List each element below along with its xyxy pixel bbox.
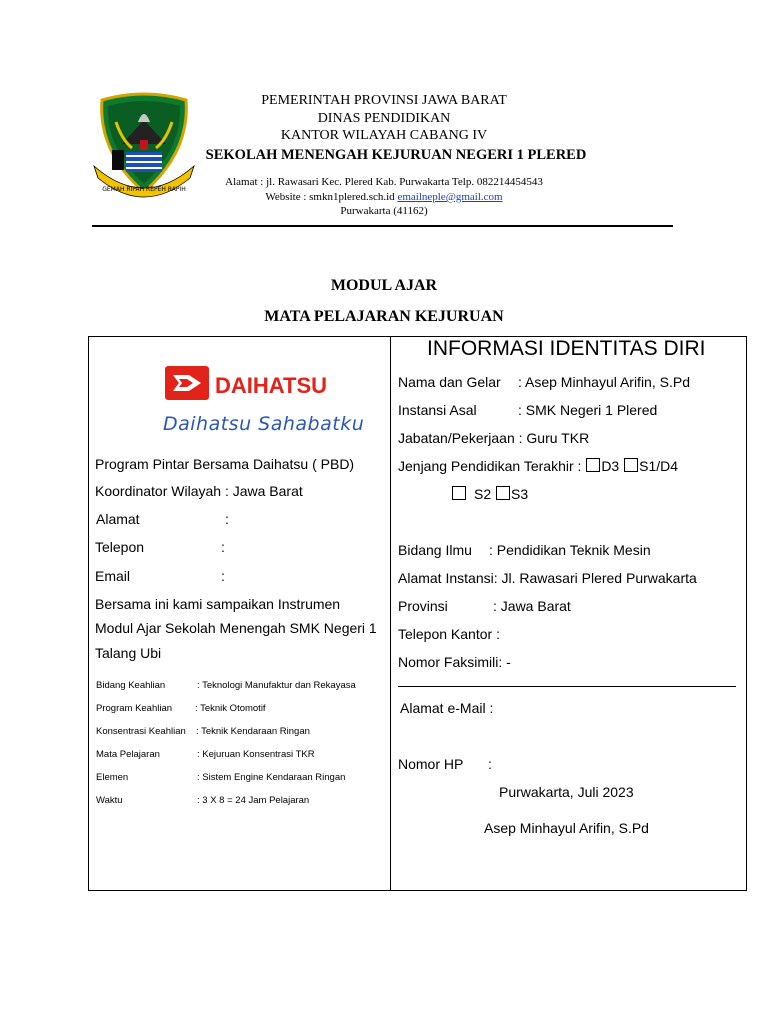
field-label: Bidang Ilmu	[398, 542, 472, 558]
signer-name: Asep Minhayul Arifin, S.Pd	[484, 820, 649, 836]
fax-number: Nomor Faksimili: -	[398, 654, 511, 670]
header-branch-office: KANTOR WILAYAH CABANG IV	[280, 128, 488, 143]
regional-coordinator: Koordinator Wilayah : Jawa Barat	[95, 483, 303, 499]
province-value: : Jawa Barat	[493, 598, 571, 614]
intro-line-3: Talang Ubi	[95, 645, 162, 661]
header-divider	[92, 225, 673, 227]
detail-label: Program Keahlian	[96, 703, 173, 714]
detail-label: Mata Pelajaran	[96, 749, 160, 760]
daihatsu-logo	[165, 366, 328, 400]
detail-label: Bidang Keahlian	[96, 680, 166, 691]
office-phone: Telepon Kantor :	[398, 626, 500, 642]
detail-value: : Teknik Otomotif	[195, 703, 266, 714]
header-province: PEMERINTAH PROVINSI JAWA BARAT	[261, 93, 507, 108]
daihatsu-tagline: Daihatsu Sahabatku	[163, 413, 365, 435]
mobile-label: Nomor HP	[398, 756, 464, 772]
mobile-colon: :	[488, 756, 492, 772]
education-level-row	[398, 458, 678, 474]
header-address: Alamat : jl. Rawasari Kec. Plered Kab. Purwakarta Telp. 082214454543	[225, 176, 543, 188]
intro-line-1: Bersama ini kami sampaikan Instrumen	[95, 596, 341, 612]
field-value: : Pendidikan Teknik Mesin	[489, 542, 651, 558]
detail-value: : Teknologi Manufaktur dan Rekayasa	[197, 680, 356, 691]
daihatsu-wordmark: DAIHATSU	[215, 373, 328, 398]
table-column-divider	[390, 336, 391, 891]
institution-address: Alamat Instansi: Jl. Rawasari Plered Purwakarta	[398, 570, 697, 586]
detail-value: : Teknik Kendaraan Ringan	[196, 726, 310, 737]
phone-colon: :	[221, 539, 225, 555]
d3-checkbox[interactable]	[586, 458, 600, 472]
identity-section-title: INFORMASI IDENTITAS DIRI	[427, 337, 706, 360]
website-text: Website : smkn1plered.sch.id	[265, 191, 395, 203]
s2-label: S2	[474, 486, 492, 502]
program-name: Program Pintar Bersama Daihatsu ( PBD)	[95, 456, 355, 472]
detail-label: Konsentrasi Keahlian	[96, 726, 186, 737]
education-level-row-2	[451, 486, 528, 502]
s3-checkbox[interactable]	[496, 486, 510, 500]
detail-label: Elemen	[96, 772, 129, 783]
intro-line-2: Modul Ajar Sekolah Menengah SMK Negeri 1	[95, 620, 377, 636]
email-link[interactable]: emailneple@gmail.com	[397, 191, 503, 203]
province-label: Provinsi	[398, 598, 448, 614]
header-department: DINAS PENDIDIKAN	[317, 111, 451, 126]
name-label: Nama dan Gelar	[398, 374, 501, 390]
header-city: Purwakarta (41162)	[340, 205, 428, 217]
position-field: Jabatan/Pekerjaan : Guru TKR	[398, 430, 590, 446]
name-value: : Asep Minhayul Arifin, S.Pd	[518, 374, 690, 390]
institution-value: : SMK Negeri 1 Plered	[518, 402, 658, 418]
emblem-motto: GEMAH RIPAH REPEH RAPIH	[102, 186, 186, 193]
email-label: Email	[95, 568, 131, 584]
header-school-name: SEKOLAH MENENGAH KEJURUAN NEGERI 1 PLERED	[205, 147, 587, 163]
s2-checkbox[interactable]	[452, 486, 466, 500]
doc-subtitle: MATA PELAJARAN KEJURUAN	[264, 308, 504, 325]
signature-line	[398, 686, 736, 687]
detail-value: : Sistem Engine Kendaraan Ringan	[197, 772, 346, 783]
detail-value: : 3 X 8 = 24 Jam Pelajaran	[197, 795, 310, 806]
detail-label: Waktu	[96, 795, 123, 806]
header-website	[218, 191, 550, 203]
doc-title: MODUL AJAR	[330, 277, 438, 294]
education-level-label: Jenjang Pendidikan Terakhir :	[398, 458, 582, 474]
address-label: Alamat	[96, 511, 140, 527]
s1d4-checkbox[interactable]	[624, 458, 638, 472]
phone-label: Telepon	[95, 539, 145, 555]
detail-value: : Kejuruan Konsentrasi TKR	[197, 749, 315, 760]
institution-label: Instansi Asal	[398, 402, 477, 418]
place-date: Purwakarta, Juli 2023	[499, 784, 634, 800]
address-colon: :	[225, 511, 229, 527]
email-address-label: Alamat e-Mail :	[400, 700, 494, 716]
s1d4-label: S1/D4	[639, 458, 679, 474]
s3-label: S3	[511, 486, 529, 502]
email-colon: :	[221, 568, 225, 584]
d3-label: D3	[601, 458, 620, 474]
